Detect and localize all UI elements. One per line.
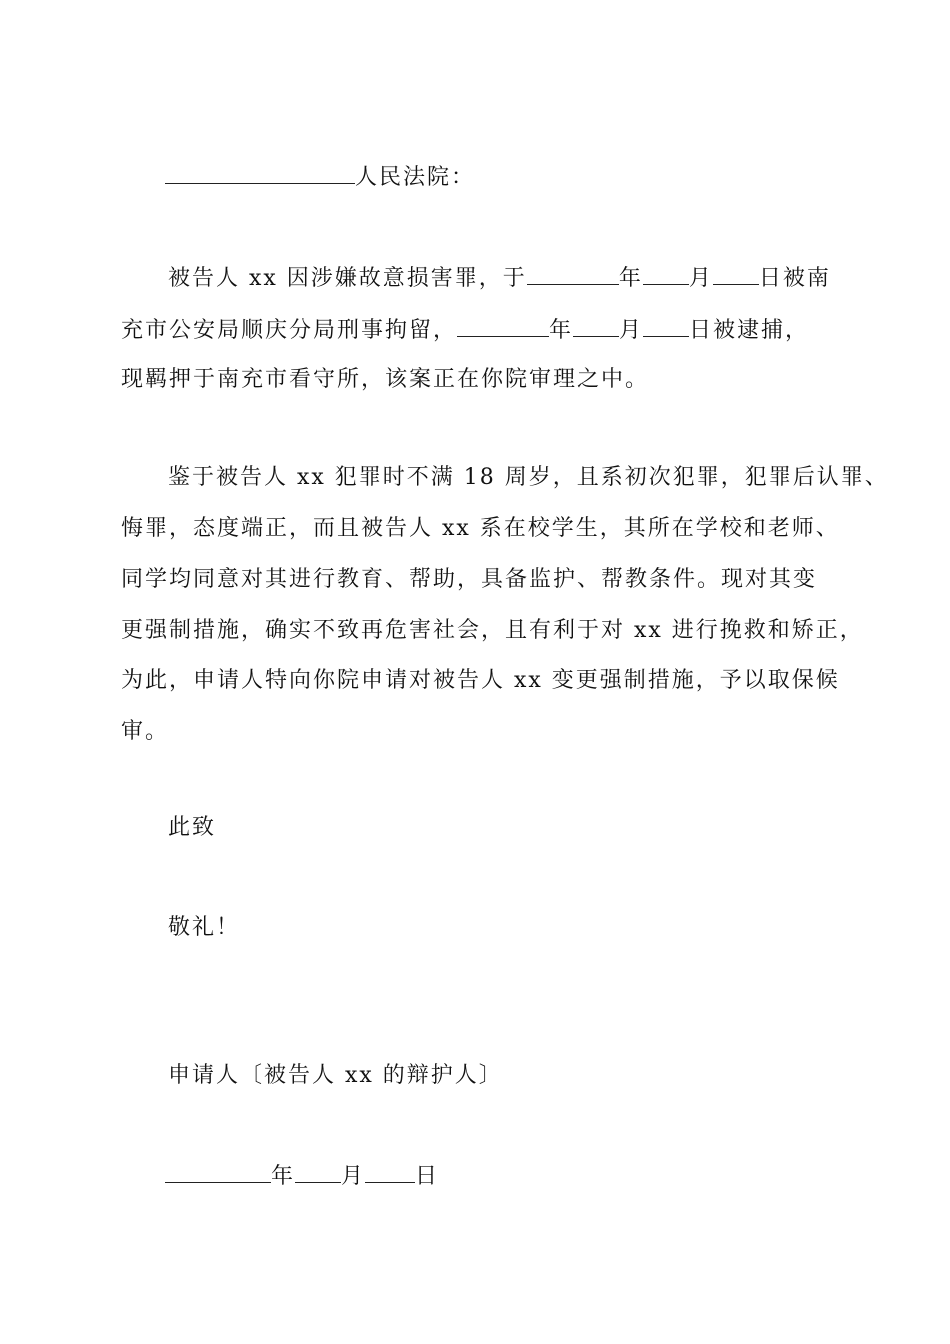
- day-blank: [713, 264, 759, 285]
- year-blank: [165, 1162, 271, 1183]
- para1-line1: [168, 264, 831, 292]
- month-blank: [573, 316, 619, 337]
- year-label: 年: [549, 318, 574, 343]
- month-label: 月: [341, 1164, 366, 1189]
- closing-cizhi: 此致: [168, 815, 217, 840]
- para1-line3: 现羁押于南充市看守所，该案正在你院审理之中。: [121, 367, 650, 392]
- addressee-suffix: 人民法院：: [355, 165, 476, 190]
- day-blank: [365, 1162, 415, 1183]
- para1-text: 日被南: [758, 266, 831, 291]
- para2-line2: 悔罪，态度端正，而且被告人 xx 系在校学生，其所在学校和老师、: [121, 516, 840, 541]
- applicant-line: 申请人〔被告人 xx 的辩护人〕: [168, 1063, 503, 1088]
- para2-line1: 鉴于被告人 xx 犯罪时不满 18 周岁，且系初次犯罪，犯罪后认罪、: [168, 465, 889, 490]
- month-label: 月: [619, 318, 644, 343]
- closing-jingli: 敬礼！: [168, 915, 241, 940]
- month-blank: [643, 264, 689, 285]
- para1-text: 日被逮捕，: [689, 318, 810, 343]
- addressee-line: [165, 163, 475, 191]
- year-blank: [527, 264, 619, 285]
- para2-line3: 同学均同意对其进行教育、帮助，具备监护、帮教条件。现对其变: [121, 567, 818, 592]
- para2-line4: 更强制措施，确实不致再危害社会，且有利于对 xx 进行挽救和矫正，: [121, 618, 864, 643]
- para1-line2: [121, 316, 809, 344]
- day-blank: [643, 316, 689, 337]
- year-label: 年: [618, 266, 643, 291]
- para1-text: 被告人 xx 因涉嫌故意损害罪，于: [168, 266, 527, 291]
- para2-line5: 为此，申请人特向你院申请对被告人 xx 变更强制措施，予以取保候: [121, 668, 840, 693]
- day-label: 日: [415, 1164, 440, 1189]
- year-blank: [457, 316, 549, 337]
- month-blank: [295, 1162, 341, 1183]
- para2-line6: 审。: [121, 719, 170, 744]
- month-label: 月: [688, 266, 713, 291]
- year-label: 年: [271, 1164, 296, 1189]
- para1-text: 充市公安局顺庆分局刑事拘留，: [121, 318, 458, 343]
- court-name-blank: [165, 163, 355, 184]
- date-line: [165, 1162, 439, 1190]
